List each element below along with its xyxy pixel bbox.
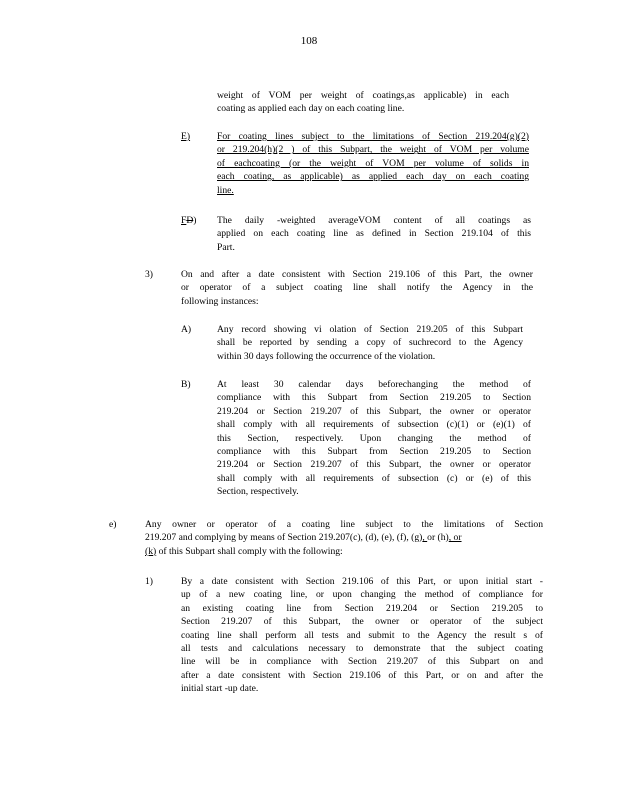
paragraph-3 [181,268,533,308]
text-line: up of a new coating line, or upon changing the method of compliance for [181,589,543,601]
text-line: or 219.204(h)(2 ) of this Subpart, the weight of VOM per volume [217,144,529,156]
text-line: after a date consistent with Section 219.106 of this Part, or on and after the [181,669,543,681]
paragraph-E [217,130,529,197]
text-line: On and after a date consistent with Section 219.106 of this Part, the owner [181,269,533,280]
text-line: line will be in compliance with Section 219.207 of this Subpart on and [181,656,543,668]
inserted-text: (k) [145,545,157,557]
text-line: 219.204 or Section 219.207 of this Subpart, the owner or operator [217,405,531,417]
text-run: or (h) [427,532,449,544]
text-line: coating line shall perform all tests and submit to the Agency the result s of [181,629,543,641]
inserted-label: F [181,215,187,226]
paragraph-B [217,378,531,499]
paragraph-1 [181,575,543,696]
text-line: applied on each coating line as defined in Section 219.104 of this [217,228,531,240]
text-line: 219.204 or Section 219.207 of this Subpart, the owner or operator [217,459,531,471]
text-line: of eachcoating (or the weight of VOM per volume of solids in [217,157,529,169]
text-line: Any record showing vi olation of Section 219.205 of this Subpart [217,324,523,335]
text-line: this Section, respectively. Upon changing the method of [217,432,531,444]
text-line: an existing coating line from Section 219.204 or Section 219.205 to [181,602,543,614]
item-label-F [181,214,196,227]
text-line: coating as applied each day on each coating line. [217,103,405,115]
paragraph-F [217,214,531,254]
deleted-label: D [186,215,194,226]
paragraph-e [145,518,543,558]
text-line: shall comply with all requirements of subsection (c)(1) or (e)(1) of [217,419,531,431]
item-label-A: A) [181,324,192,335]
text-line: compliance with this Subpart from Section 219.205 to Section [217,446,531,458]
text-line: Section, respectively. [217,486,299,498]
text-line: initial start -up date. [181,683,259,695]
text-line-2 [145,531,543,544]
text-line: The daily -weighted averageVOM content of all coatings as [217,215,531,226]
text-line: or operator of a subject coating line shall notify the Agency in the [181,282,533,294]
text-run: of this Subpart shall comply with the following: [156,545,343,557]
text-line: within 30 days following the occurrence of the violation. [217,350,436,362]
paragraph-A [217,323,523,363]
text-line: Any owner or operator of a coating line subject to the limitations of Section [145,519,543,530]
text-line: weight of VOM per weight of coatings,as applicable) in each [217,90,509,101]
inserted-text: , or [448,532,462,544]
text-line: At least 30 calendar days beforechanging the method of [217,379,531,390]
text-line: each coating, as applicable) as applied each day on each coating [217,171,529,183]
text-line: line. [217,184,234,196]
text-line: compliance with this Subpart from Section 219.205 to Section [217,392,531,404]
item-label-3: 3) [145,269,153,280]
page-number: 108 [300,35,318,47]
text-line: shall be reported by sending a copy of suchrecord to the Agency [217,337,523,349]
text-line: following instances: [181,295,259,307]
text-line: For coating lines subject to the limitations of Section 219.204(g)(2) [217,131,529,142]
paragraph-c-tail [217,89,509,116]
item-label-B: B) [181,379,191,390]
item-label-E: E) [181,131,191,142]
text-run: 219.207 and complying by means of Section 219.207(c), (d), (e), (f), (g) [145,532,423,544]
item-label-e: e) [109,519,117,530]
inserted-text: , [422,532,428,544]
text-line-3 [145,545,543,558]
text-line: all tests and calculations necessary to demonstrate that the subject coating [181,643,543,655]
text-line: shall comply with all requirements of subsection (c) or (e) of this [217,472,531,484]
text-line: By a date consistent with Section 219.106 of this Part, or upon initial start - [181,576,543,587]
item-label-1: 1) [145,576,153,587]
text-line: Part. [217,241,235,253]
text-line: Section 219.207 of this Subpart, the owner or operator of the subject [181,616,543,628]
label-paren: ) [193,215,197,226]
